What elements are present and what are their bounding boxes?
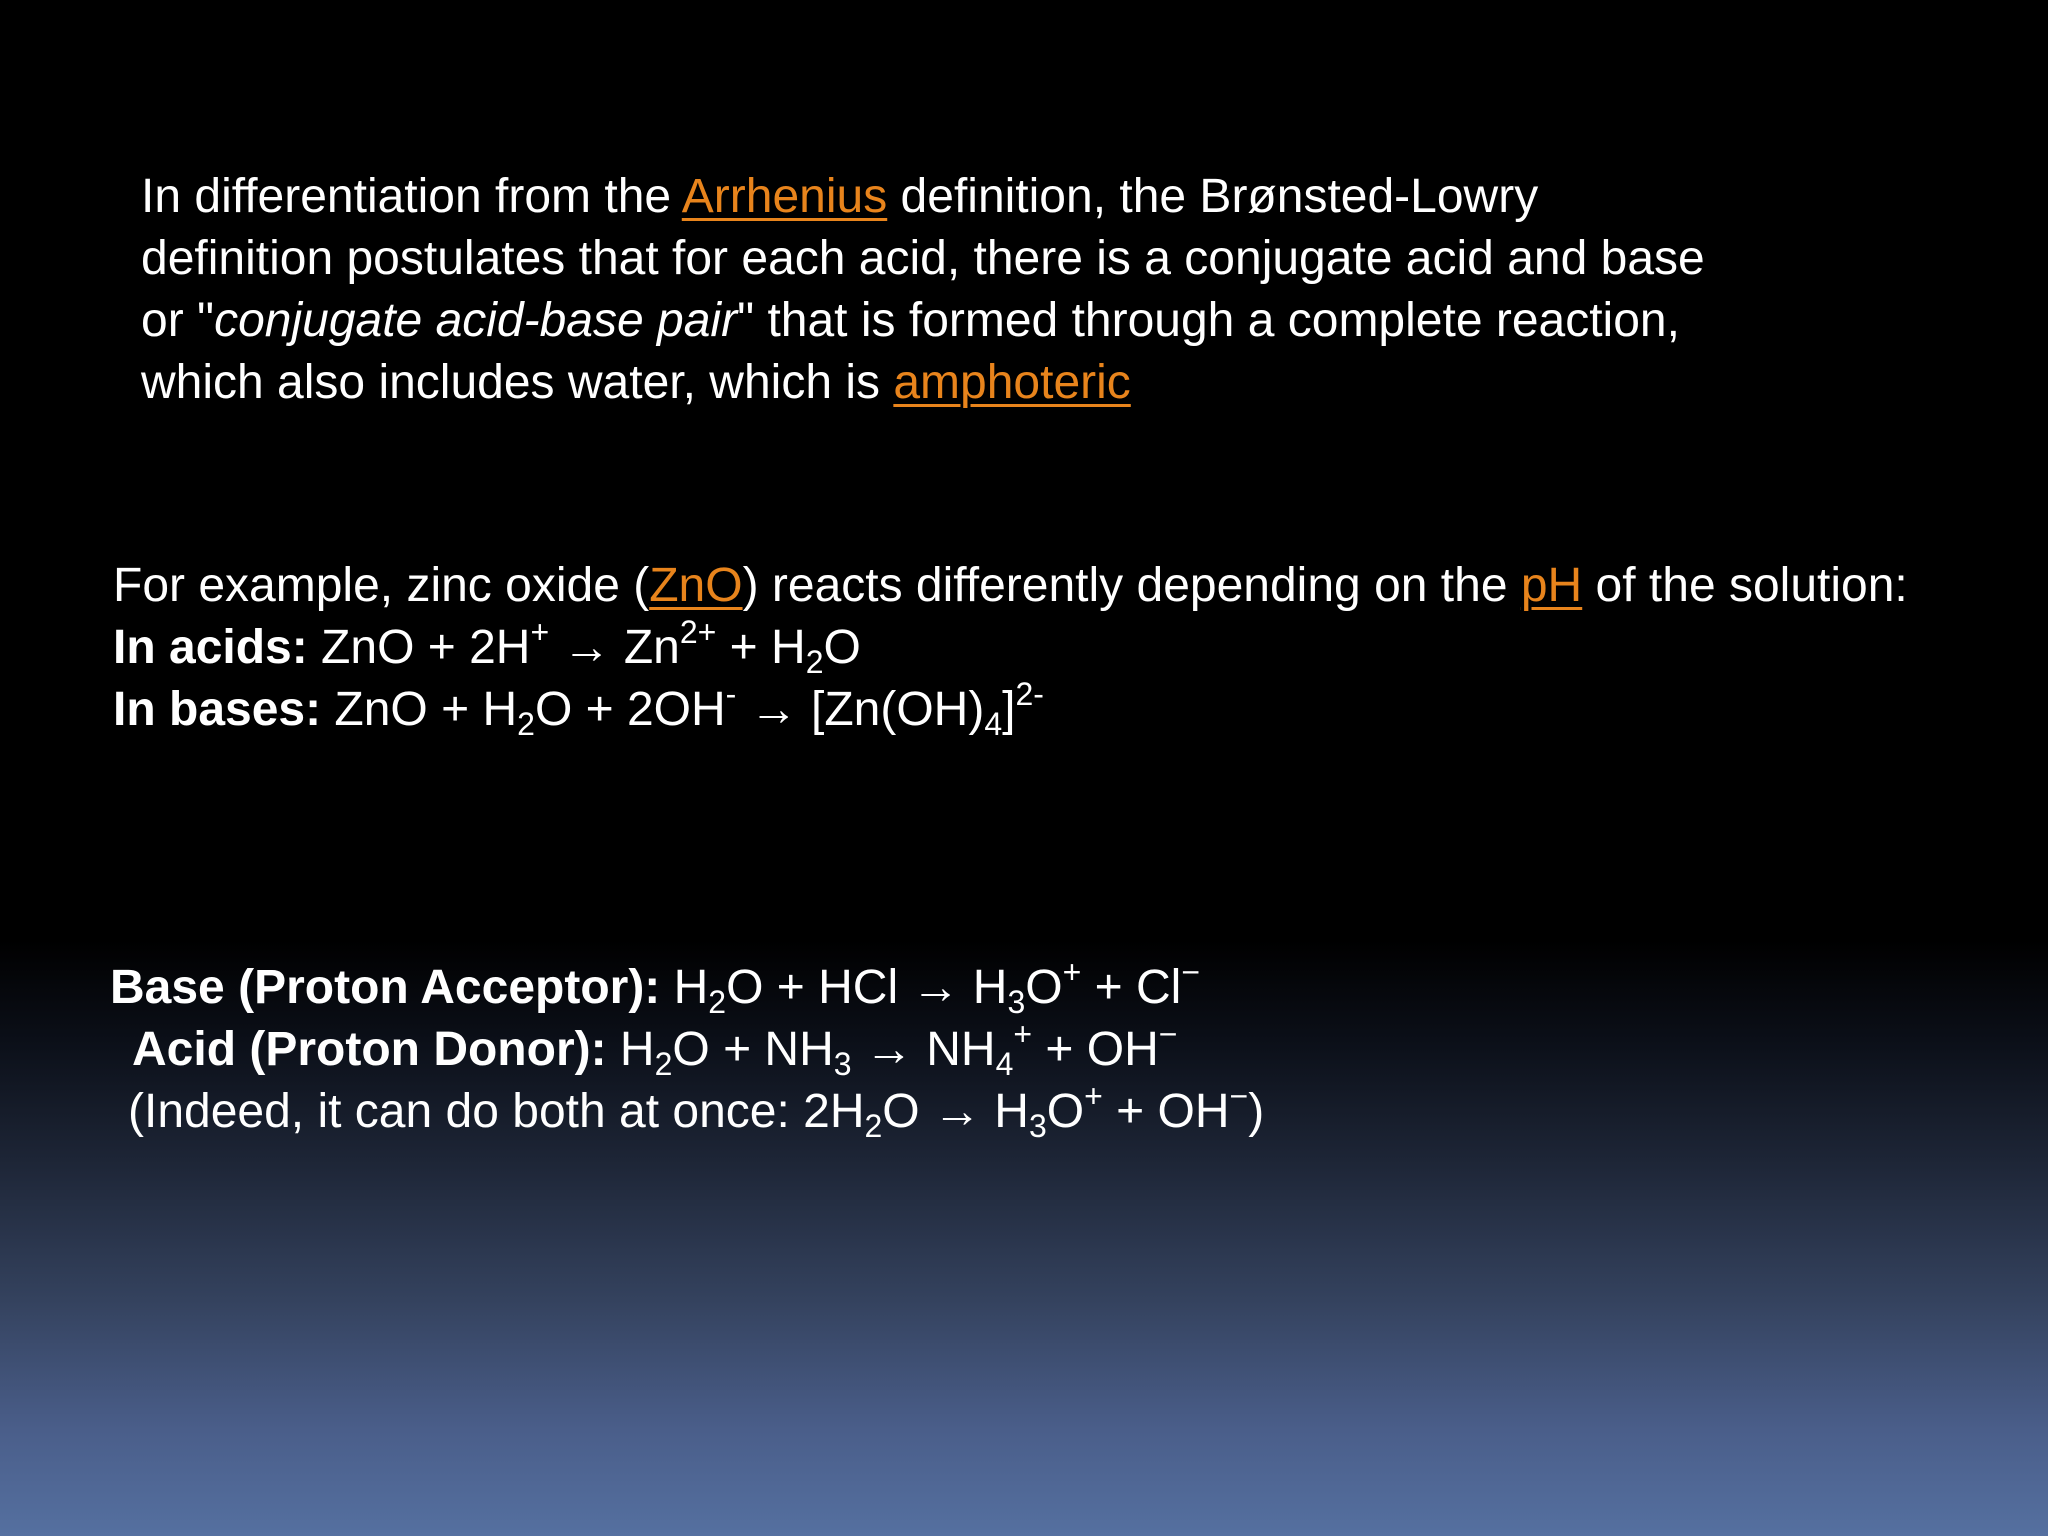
eq-text: ] <box>1002 683 1016 736</box>
eq-text: O <box>823 621 861 674</box>
amphoteric-link[interactable]: amphoteric <box>893 356 1131 409</box>
superscript: + <box>530 614 550 650</box>
superscript: − <box>1229 1078 1249 1114</box>
base-equation <box>110 954 1264 1020</box>
superscript: 2- <box>1015 676 1044 712</box>
both-equation <box>110 1078 1265 1144</box>
paragraph1-line1 <box>141 166 1705 228</box>
acid-equation <box>110 1016 1264 1082</box>
text: ) reacts differently depending on the <box>742 559 1521 612</box>
text: definition, the Brønsted-Lowry <box>887 170 1539 223</box>
superscript: + <box>1084 1078 1103 1114</box>
subscript: 3 <box>1007 984 1026 1020</box>
superscript: − <box>1181 954 1201 990</box>
arrhenius-link[interactable]: Arrhenius <box>681 170 888 223</box>
eq-text: O + NH <box>672 1023 834 1076</box>
water-amphoteric-examples <box>110 954 1265 1144</box>
acids-label: In acids: <box>113 621 308 674</box>
subscript: 4 <box>984 706 1003 742</box>
superscript: - <box>725 676 737 712</box>
eq-text: + Cl <box>1081 961 1182 1014</box>
zinc-oxide-example <box>113 555 1908 741</box>
subscript: 2 <box>864 1108 883 1144</box>
italic-term: conjugate acid-base pair <box>214 294 738 347</box>
base-label: Base (Proton Acceptor): <box>110 961 661 1014</box>
eq-text: O → H <box>882 1085 1029 1138</box>
eq-text: O + 2OH <box>534 683 726 736</box>
acid-label: Acid (Proton Donor): <box>132 1023 607 1076</box>
subscript: 3 <box>1028 1108 1047 1144</box>
eq-text: ZnO + H <box>321 683 518 736</box>
eq-text: (Indeed, it can do both at once: 2H <box>128 1085 865 1138</box>
eq-text: H <box>606 1023 655 1076</box>
superscript: 2+ <box>679 614 717 650</box>
eq-text: H <box>660 961 709 1014</box>
text: or " <box>141 294 215 347</box>
eq-text: O <box>1025 961 1063 1014</box>
paragraph1-line3 <box>141 290 1705 352</box>
eq-text: → NH <box>851 1023 996 1076</box>
superscript: + <box>1013 1016 1033 1052</box>
acids-equation <box>113 614 1908 680</box>
text: For example, zinc oxide ( <box>113 559 650 612</box>
text: In differentiation from the <box>141 170 682 223</box>
subscript: 2 <box>708 984 727 1020</box>
paragraph1-line2: definition postulates that for each acid, there is a conjugate acid and base <box>141 232 1705 285</box>
ph-link[interactable]: pH <box>1520 559 1583 612</box>
zno-link[interactable]: ZnO <box>649 559 743 612</box>
example-intro <box>113 555 1908 617</box>
superscript: + <box>1062 954 1082 990</box>
subscript: 2 <box>805 644 824 680</box>
text: " that is formed through a complete reaction, <box>737 294 1680 347</box>
bases-label: In bases: <box>113 683 322 736</box>
eq-text: O <box>1046 1085 1085 1138</box>
eq-text: → [Zn(OH) <box>736 683 985 736</box>
eq-text: O + HCl → H <box>726 961 1008 1014</box>
bronsted-lowry-paragraph <box>141 166 1705 414</box>
eq-text: + OH <box>1032 1023 1159 1076</box>
eq-text: → Zn <box>549 621 680 674</box>
superscript: − <box>1158 1016 1178 1052</box>
subscript: 4 <box>995 1046 1014 1082</box>
eq-text: + OH <box>1102 1085 1230 1138</box>
paragraph1-line4 <box>141 352 1705 414</box>
subscript: 3 <box>833 1046 852 1082</box>
text: of the solution: <box>1582 559 1908 612</box>
subscript: 2 <box>654 1046 673 1082</box>
text: which also includes water, which is <box>141 356 894 409</box>
eq-text: + H <box>716 621 806 674</box>
subscript: 2 <box>517 706 535 742</box>
eq-text: ZnO + 2H <box>307 621 531 674</box>
eq-text: ) <box>1248 1085 1265 1138</box>
bases-equation <box>113 676 1908 742</box>
